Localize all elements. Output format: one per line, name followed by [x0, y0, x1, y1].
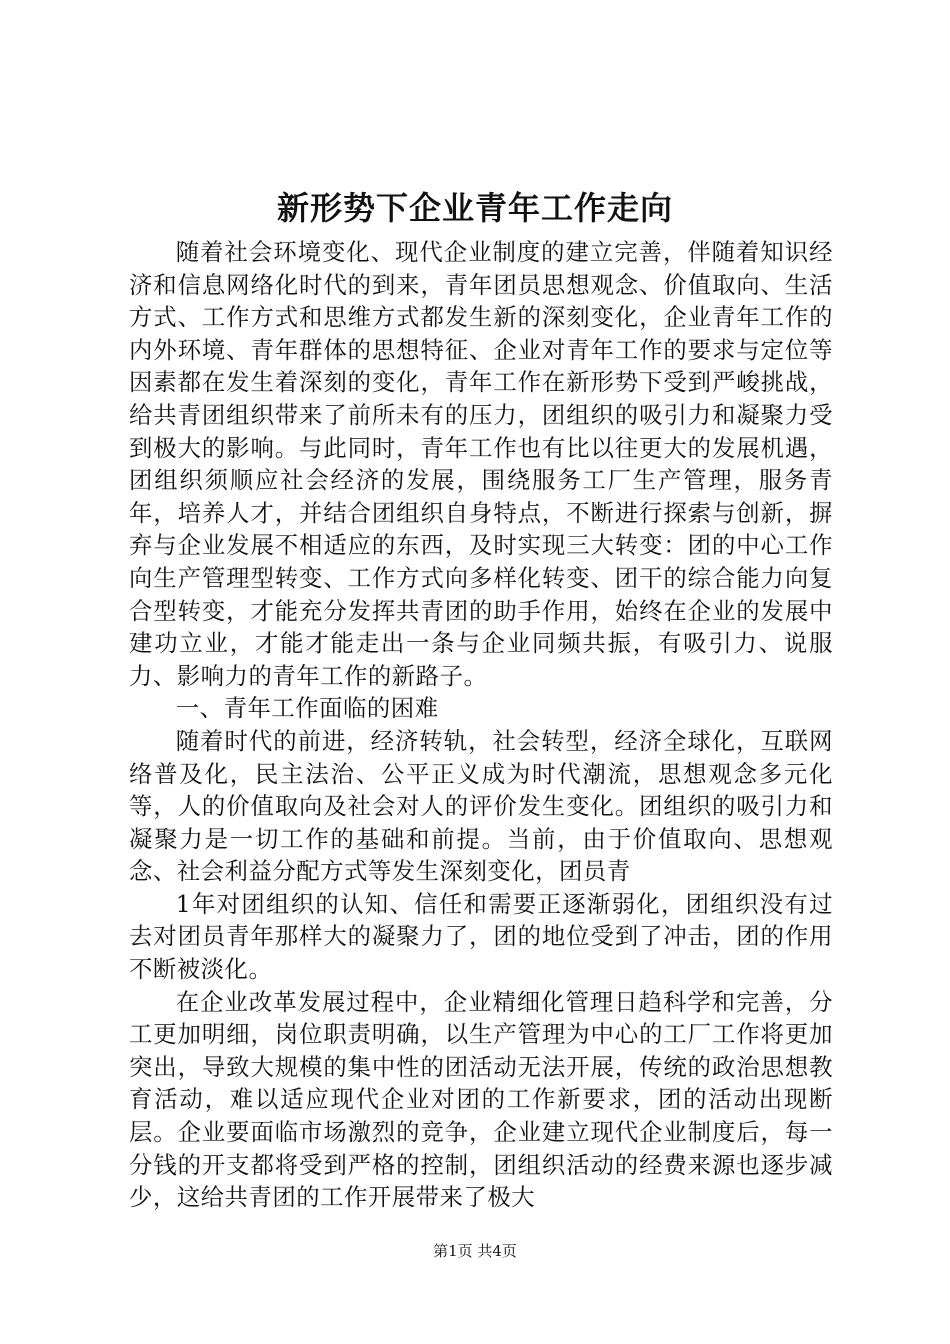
document-title: 新形势下企业青年工作走向 [276, 189, 673, 227]
paragraph-continuation: 1年对团组织的认知、信任和需要正逐渐弱化，团组织没有过去对团员青年那样大的凝聚力了，团的地位受到了冲击，团的作用不断被淡化。 [129, 889, 833, 984]
paragraph-reform: 在企业改革发展过程中，企业精细化管理日趋科学和完善，分工更加明细，岗位职责明确，以生产管理为中心的工厂工作将更加突出，导致大规模的集中性的团活动无法开展，传统的政治思想教育活动，难以适应现代企业对团的工作新要求，团的活动出现断层。企业要面临市场激烈的竞争，企业建立现代企业制度后，每一分钱的开支都将受到严格的控制，团组织活动的经费来源也逐步减少，这给共青团的工作开展带来了极大 [129, 987, 833, 1212]
page-number-footer: 第1页 共4页 [433, 1242, 517, 1260]
paragraph-difficulties: 随着时代的前进，经济转轨，社会转型，经济全球化，互联网络普及化，民主法治、公平正义成为时代潮流，思想观念多元化等，人的价值取向及社会对人的评价发生变化。团组织的吸引力和凝聚力是一切工作的基础和前提。当前，由于价值取向、思想观念、社会利益分配方式等发生深刻变化，团员青 [129, 726, 833, 886]
section-heading: 一、青年工作面临的困难 [175, 694, 439, 723]
document-body [129, 236, 833, 1214]
paragraph-intro: 随着社会环境变化、现代企业制度的建立完善，伴随着知识经济和信息网络化时代的到来，青年团员思想观念、价值取向、生活方式、工作方式和思维方式都发生新的深刻变化，企业青年工作的内外环境、青年群体的思想特征、企业对青年工作的要求与定位等因素都在发生着深刻的变化，青年工作在新形势下受到严峻挑战，给共青团组织带来了前所未有的压力，团组织的吸引力和凝聚力受到极大的影响。与此同时，青年工作也有比以往更大的发展机遇，团组织须顺应社会经济的发展，围绕服务工厂生产管理，服务青年，培养人才，并结合团组织自身特点，不断进行探索与创新，摒弃与企业发展不相适应的东西，及时实现三大转变：团的中心工作向生产管理型转变、工作方式向多样化转变、团干的综合能力向复合型转变，才能充分发挥共青团的助手作用，始终在企业的发展中建功立业，才能才能走出一条与企业同频共振，有吸引力、说服力、影响力的青年工作的新路子。 [129, 238, 833, 690]
